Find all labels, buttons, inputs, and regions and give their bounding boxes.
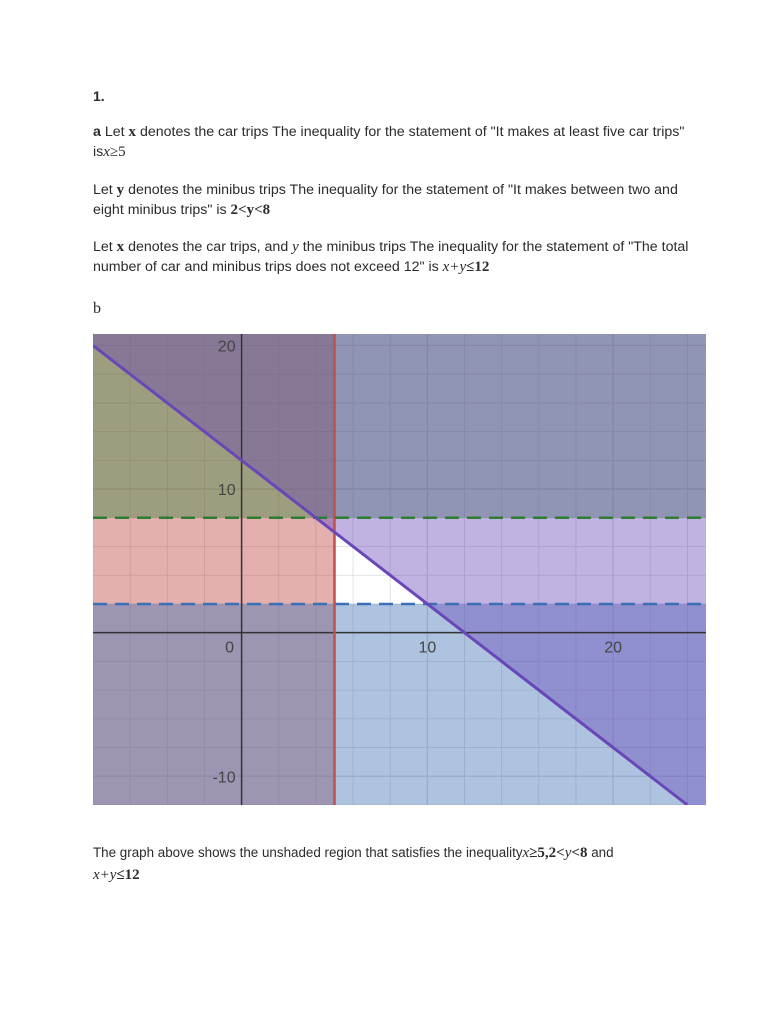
x-tick-label: 0 (225, 639, 235, 657)
part-a-statement-3 (93, 237, 693, 277)
inequality-variable: y (564, 845, 572, 861)
y-tick-label: 20 (217, 338, 236, 356)
inequality-rest: ≤12 (466, 259, 490, 275)
variable-y: y (292, 239, 299, 255)
text: denotes the car trips, and (124, 239, 293, 255)
text: the minibus trips The inequality for the statement of "The total number of car and minibus trips does not exceed 12" is (93, 239, 689, 275)
caption-text: The graph above shows the unshaded region that satisfies the inequality (93, 845, 523, 860)
caption-and: and (587, 845, 614, 860)
text: denotes the car trips The inequality for the statement of "It makes at least five car trips" is (93, 124, 685, 160)
question-number: 1. (93, 88, 105, 104)
text: denotes the minibus trips The inequality for the statement of "It makes between two and eight minibus trips" is (93, 182, 678, 218)
text: Let (93, 182, 117, 198)
inequality: 2<y<8 (230, 202, 271, 218)
inequality (443, 259, 490, 275)
y-tick-label: 10 (217, 482, 236, 500)
inequality (103, 144, 125, 160)
part-a-label: a (93, 124, 101, 140)
inequality-rest: <8 (571, 845, 588, 861)
part-a-statement-2 (93, 180, 693, 220)
inequality-graph (93, 334, 706, 805)
inequality-variable: x (522, 845, 530, 861)
inequality-rest: ≥5 (109, 144, 126, 160)
variable-x: x (128, 124, 136, 140)
inequality-rest: ≥5,2< (529, 845, 565, 861)
part-b-label: b (93, 300, 101, 317)
caption-inequality-2 (93, 867, 140, 883)
inequality-rest: ≤12 (116, 867, 140, 883)
x-tick-label: 10 (418, 639, 437, 657)
text: Let (100, 124, 129, 140)
part-a-statement-1 (93, 122, 693, 162)
y-tick-label: -10 (212, 769, 236, 787)
graph-caption (93, 842, 693, 886)
variable-x: x (116, 239, 125, 255)
x-tick-label: 20 (604, 639, 623, 657)
inequality-expression: x+y (442, 259, 467, 275)
caption-inequality-1 (523, 845, 588, 861)
text: Let (93, 239, 117, 255)
variable-y: y (116, 182, 125, 198)
inequality-expression: x+y (93, 867, 117, 883)
inequality-variable: x (103, 144, 110, 160)
